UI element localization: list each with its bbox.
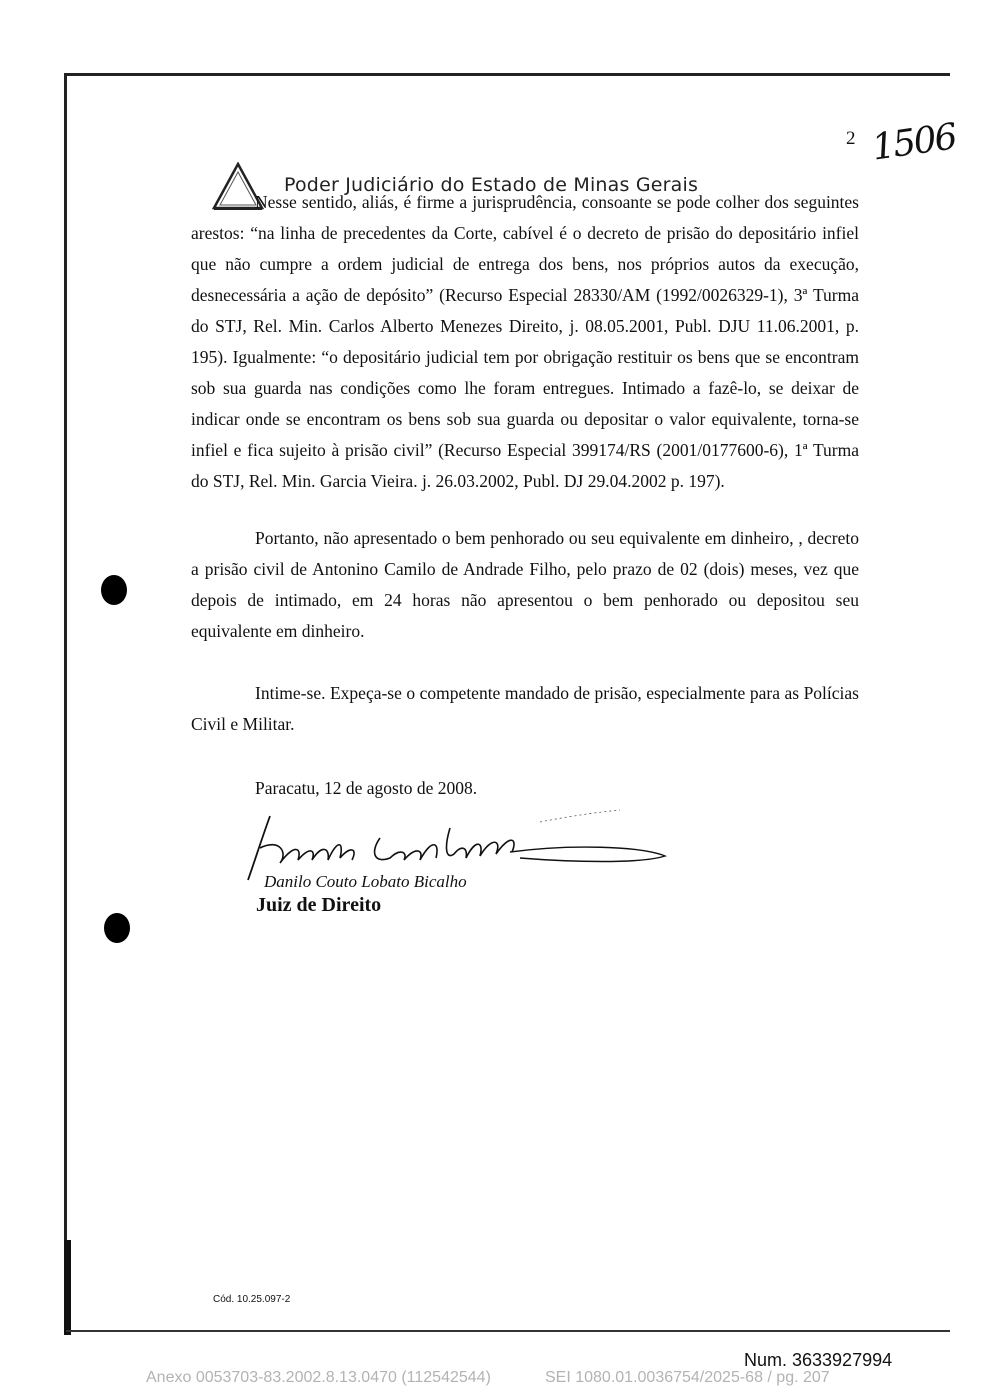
page-border-bottom (66, 1330, 950, 1332)
document-number: Num. 3633927994 (744, 1350, 893, 1370)
punch-hole-mark (101, 575, 127, 605)
page-border-left (64, 73, 67, 1335)
paragraph-jurisprudence: Nesse sentido, aliás, é firme a jurisprudência, consoante se pode colher dos seguintes arestos: “na linha de precedentes da Corte, cabível é o decreto de prisão do depositário infiel que não cumpre a ordem judicial de entrega dos bens, nos próprios autos da execução, desnecessária a ação de depósito” (Recurso Especial 28330/AM (1992/0026329-1), 3ª Turma do STJ, Rel. Min. Carlos Alberto Menezes Direito, j. 08.05.2001, Publ. DJU 11.06.2001, p. 195). Igualmente: “o depositário judicial tem por obrigação restituir os bens que se encontram sob sua guarda nas condições como lhe foram entregues. Intimado a fazê-lo, se deixar de indicar onde se encontram os bens sob sua guarda ou depositar o valor equivalente, torna-se infiel e fica sujeito à prisão civil” (Recurso Especial 399174/RS (2001/0177600-6), 1ª Turma do STJ, Rel. Min. Garcia Vieira. j. 26.03.2002, Publ. DJ 29.04.2002 p. 197). (191, 192, 859, 491)
paragraph-order: Intime-se. Expeça-se o competente mandado de prisão, especialmente para as Polícias Civil e Militar. (191, 683, 859, 734)
signer-role: Juiz de Direito (256, 894, 382, 916)
annex-stamp: Anexo 0053703-83.2002.8.13.0470 (112542544) (146, 1369, 491, 1386)
page-number: 2 (846, 128, 856, 149)
page-border-left-shadow (64, 1240, 71, 1335)
signer-name: Danilo Couto Lobato Bicalho (264, 872, 467, 891)
paragraph-decision: Portanto, não apresentado o bem penhorado ou seu equivalente em dinheiro, , decreto a prisão civil de Antonino Camilo de Andrade Filho, pelo prazo de 02 (dois) meses, vez que depois de intimado, em 24 horas não apresentou o bem penhorado ou depositou seu equivalente em dinheiro. (191, 528, 859, 641)
sei-page-stamp: SEI 1080.01.0036754/2025-68 / pg. 207 (545, 1369, 830, 1386)
punch-hole-mark (104, 913, 130, 943)
place-and-date: Paracatu, 12 de agosto de 2008. (255, 778, 478, 798)
institution-header: Poder Judiciário do Estado de Minas Gerais (284, 174, 699, 196)
page-border-top (66, 73, 950, 76)
form-code: Cód. 10.25.097-2 (213, 1294, 291, 1305)
handwritten-folio-number: 1506 (869, 116, 959, 169)
